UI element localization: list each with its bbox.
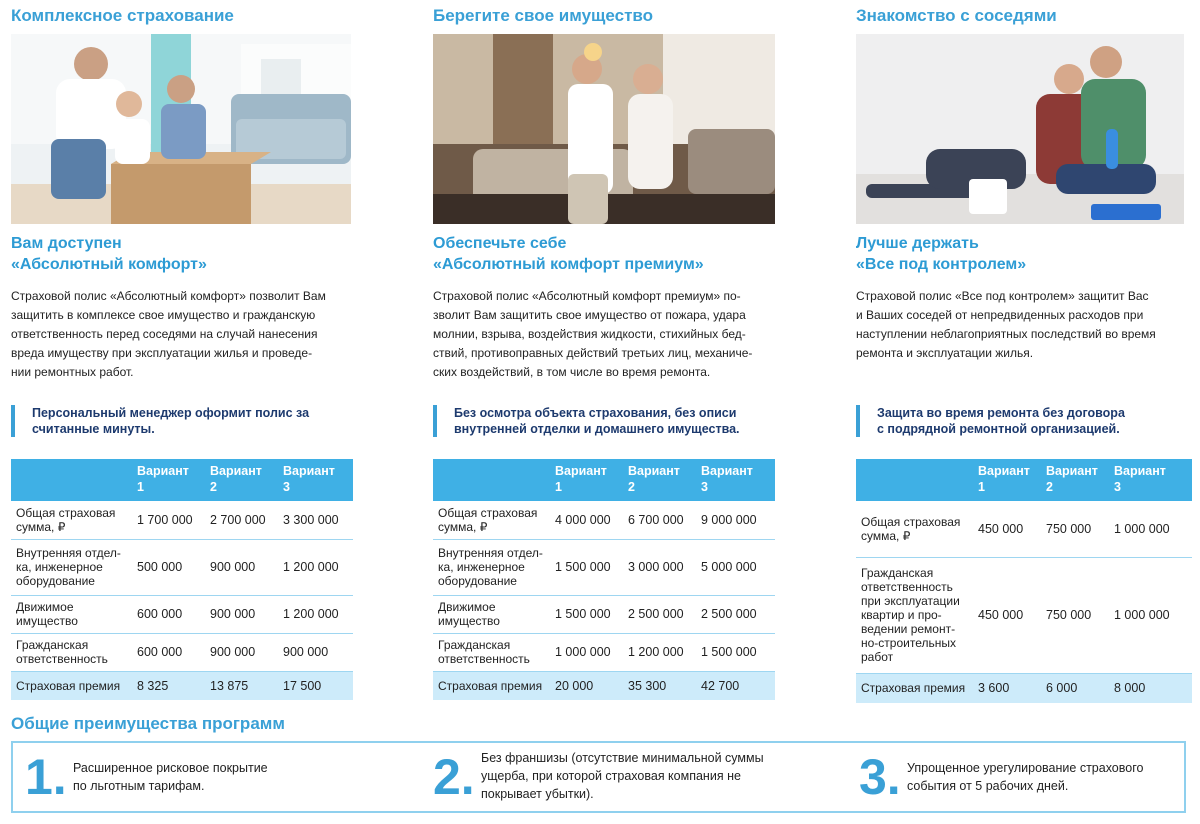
table-row: Движимое имущество 600 000 900 000 1 200 000 — [11, 595, 353, 633]
family-photo — [11, 34, 351, 224]
variant-3-header: Вариант 3 — [701, 459, 775, 501]
advantages-box — [11, 741, 1186, 813]
row-label: Движимое имущество — [11, 595, 137, 633]
row-label: Внутренняя отдел- ка, инженерное оборудование — [11, 539, 137, 595]
row-label: Гражданская ответственность при эксплуатации квартир и про- ведении ремонт- но-строительных работ — [856, 557, 978, 673]
advantages-title: Общие преимущества программ — [11, 714, 285, 733]
table-row: Общая страховая сумма, ₽ 1 700 000 2 700 000 3 300 000 — [11, 501, 353, 539]
variant-3-header: Вариант 3 — [1114, 459, 1192, 501]
product-heading: Вам доступен «Абсолютный комфорт» — [11, 235, 207, 273]
advantage-item — [847, 743, 1177, 811]
table-row: Движимое имущество 1 500 000 2 500 000 2 500 000 — [433, 595, 775, 633]
product-description: Страховой полис «Абсолютный комфорт» позволит Вам защитить в комплексе свое имущество и гражданскую ответственность перед соседями на случай нанесения вреда имуществу при эксплуатации жилья и проведе- нии ремонтных работ. — [11, 289, 326, 379]
advantage-text: Упрощенное урегулирование страхового события от 5 рабочих дней. — [907, 761, 1144, 793]
variant-1-header: Вариант 1 — [555, 459, 628, 501]
callout-note: Защита во время ремонта без договора с подрядной ремонтной организацией. — [856, 405, 1200, 437]
variant-3-header: Вариант 3 — [283, 459, 353, 501]
table-header-row — [856, 459, 1192, 501]
product-description: Страховой полис «Абсолютный комфорт премиум» по- зволит Вам защитить свое имущество от пожара, удара молнии, взрыва, воздействия жидкости, стихийных бед- ствий, противоправных действий третьих лиц, механиче- ских воздействий, в том числе во время ремонта. — [433, 289, 753, 379]
variant-2-header: Вариант 2 — [210, 459, 283, 501]
premium-row: Страховая премия 8 325 13 875 17 500 — [11, 671, 353, 700]
couple-photo — [433, 34, 775, 224]
renovation-photo — [856, 34, 1184, 224]
variant-2-header: Вариант 2 — [1046, 459, 1114, 501]
row-label: Внутренняя отдел- ка, инженерное оборудование — [433, 539, 555, 595]
table-row: Внутренняя отдел- ка, инженерное оборудование 500 000 900 000 1 200 000 — [11, 539, 353, 595]
product-description: Страховой полис «Все под контролем» защитит Вас и Ваших соседей от непредвиденных расходов при наступлении неблагоприятных последствий во время ремонта и эксплуатации жилья. — [856, 289, 1156, 360]
variant-1-header: Вариант 1 — [978, 459, 1046, 501]
row-label: Общая страховая сумма, ₽ — [11, 501, 137, 539]
advantage-text: Расширенное рисковое покрытие по льготным тарифам. — [73, 761, 268, 793]
premium-row: Страховая премия 3 600 6 000 8 000 — [856, 673, 1192, 703]
row-label: Гражданская ответственность — [433, 633, 555, 671]
table-row: Гражданская ответственность 1 000 000 1 200 000 1 500 000 — [433, 633, 775, 671]
callout-note: Без осмотра объекта страхования, без описи внутренней отделки и домашнего имущества. — [433, 405, 794, 437]
advantage-text: Без франшизы (отсутствие минимальной суммы ущерба, при которой страховая компания не покрывает убытки). — [481, 751, 764, 801]
column-title: Знакомство с соседями — [856, 6, 1057, 25]
table-row: Гражданская ответственность при эксплуатации квартир и про- ведении ремонт- но-строительных работ 450 000 750 000 1 000 000 — [856, 557, 1192, 673]
table-row: Гражданская ответственность 600 000 900 000 900 000 — [11, 633, 353, 671]
row-label: Общая страховая сумма, ₽ — [856, 501, 978, 557]
advantage-number: 2. — [433, 749, 475, 805]
variant-2-header: Вариант 2 — [628, 459, 701, 501]
variants-table — [856, 459, 1192, 703]
variants-table — [433, 459, 775, 700]
advantage-item — [421, 743, 821, 811]
table-header-row — [11, 459, 353, 501]
table-row: Внутренняя отдел- ка, инженерное оборудование 1 500 000 3 000 000 5 000 000 — [433, 539, 775, 595]
premium-row: Страховая премия 20 000 35 300 42 700 — [433, 671, 775, 700]
product-heading: Обеспечьте себе «Абсолютный комфорт премиум» — [433, 235, 704, 273]
table-row: Общая страховая сумма, ₽ 4 000 000 6 700 000 9 000 000 — [433, 501, 775, 539]
table-header-row — [433, 459, 775, 501]
advantage-number: 3. — [859, 749, 901, 805]
callout-note: Персональный менеджер оформит полис за считанные минуты. — [11, 405, 372, 437]
product-heading: Лучше держать «Все под контролем» — [856, 235, 1027, 273]
column-title: Комплексное страхование — [11, 6, 234, 25]
advantage-number: 1. — [25, 749, 67, 805]
advantage-item — [13, 743, 413, 811]
variants-table — [11, 459, 353, 700]
row-label: Общая страховая сумма, ₽ — [433, 501, 555, 539]
row-label: Движимое имущество — [433, 595, 555, 633]
column-title: Берегите свое имущество — [433, 6, 654, 25]
variant-1-header: Вариант 1 — [137, 459, 210, 501]
table-row: Общая страховая сумма, ₽ 450 000 750 000 1 000 000 — [856, 501, 1192, 557]
row-label: Гражданская ответственность — [11, 633, 137, 671]
